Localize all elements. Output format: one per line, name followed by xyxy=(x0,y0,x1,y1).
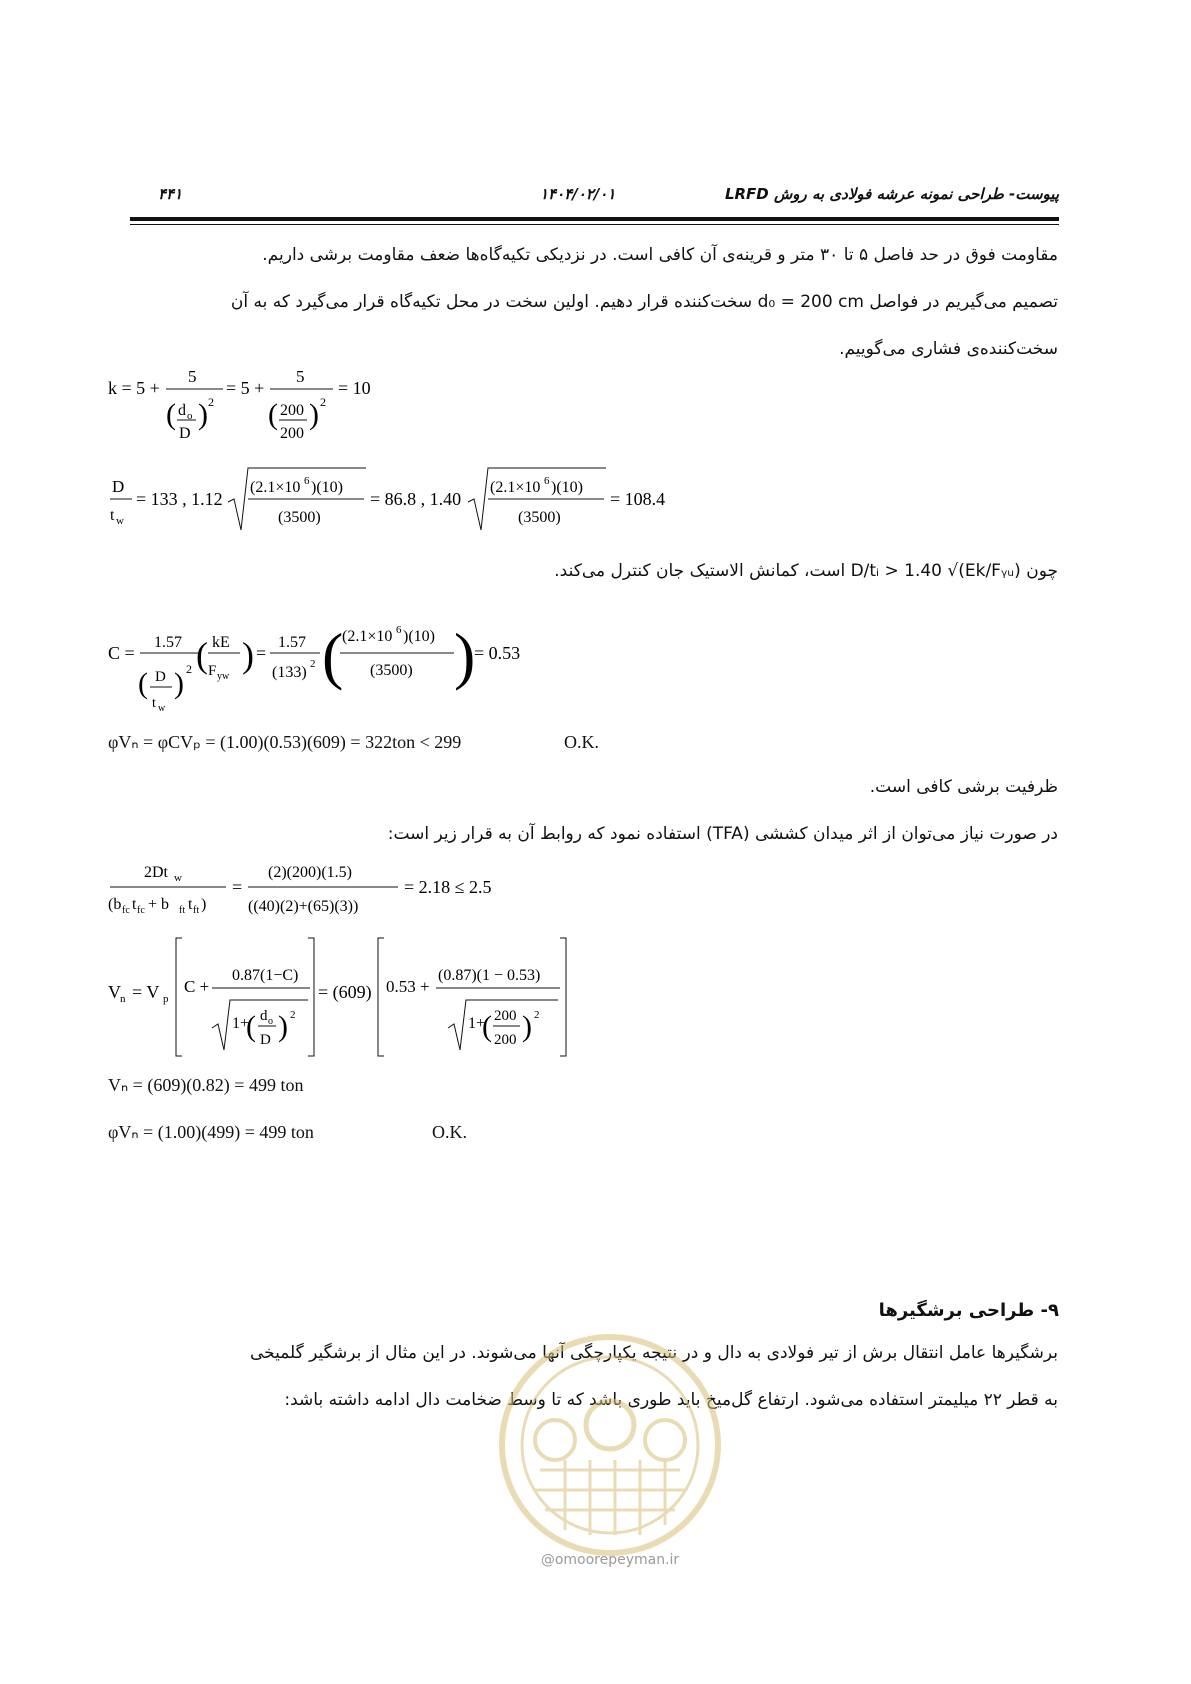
svg-text:200: 200 xyxy=(280,425,304,442)
running-title: پیوست- طراحی نمونه عرشه فولادی به روش LRFD xyxy=(724,185,1059,203)
ok-label: O.K. xyxy=(564,732,599,752)
svg-text:ft: ft xyxy=(179,905,186,916)
svg-text:C +: C + xyxy=(184,977,210,996)
svg-text:t: t xyxy=(188,896,193,913)
svg-text:n: n xyxy=(120,993,126,1005)
text-line: در صورت نیاز می‌توان از اثر میدان کششی (TFA) استفاده نمود که روابط آن به قرار زیر است: xyxy=(387,824,1058,844)
svg-text:= 10: = 10 xyxy=(338,378,371,398)
svg-text:): ) xyxy=(522,1010,532,1043)
svg-text:F: F xyxy=(208,663,217,679)
svg-text:(2.1×10: (2.1×10 xyxy=(342,628,393,645)
text-line: مقاومت فوق در حد فاصل ۵ تا ۳۰ متر و قرینه‌ی آن کافی است. در نزدیکی تکیه‌گاه‌ها ضعف مقاومت برشی داریم. xyxy=(262,245,1058,265)
svg-text:5: 5 xyxy=(296,367,305,386)
svg-text:(2.1×10: (2.1×10 xyxy=(250,479,301,496)
svg-text:yw: yw xyxy=(217,671,230,682)
page-number: ۴۴۱ xyxy=(158,185,183,203)
svg-text:): ) xyxy=(174,667,184,700)
svg-text:6: 6 xyxy=(544,475,550,487)
svg-text:(133): (133) xyxy=(272,664,307,681)
svg-text:(b: (b xyxy=(108,896,122,913)
svg-text:p: p xyxy=(163,993,169,1005)
section-heading: ۹- طراحی برشگیرها xyxy=(878,1300,1059,1321)
svg-text:D: D xyxy=(112,477,125,496)
svg-text:)(10): )(10) xyxy=(311,479,343,496)
svg-text:(: ( xyxy=(268,398,278,431)
svg-text:= 108.4: = 108.4 xyxy=(610,489,666,509)
watermark-logo xyxy=(495,1330,725,1560)
watermark-site: @omoorepeyman.ir xyxy=(540,1552,680,1568)
svg-text:200: 200 xyxy=(494,1032,517,1048)
svg-text:= 2.18 ≤ 2.5: = 2.18 ≤ 2.5 xyxy=(404,877,492,897)
svg-text:200: 200 xyxy=(494,1008,517,1024)
equation-Vn: Vₙ = (609)(0.82) = 499 ton xyxy=(108,1075,304,1095)
text-line: ظرفیت برشی کافی است. xyxy=(869,777,1058,797)
svg-text:(: ( xyxy=(196,635,208,675)
svg-text:C =: C = xyxy=(108,643,135,663)
text-line: چون D/tᵢ > 1.40 √(Ek/Fᵧᵤ) است، کمانش الاستیک جان کنترل می‌کند. xyxy=(554,561,1058,581)
svg-text:= 0.53: = 0.53 xyxy=(474,643,521,663)
svg-text:D: D xyxy=(155,669,166,685)
svg-text:t: t xyxy=(152,696,156,711)
svg-text:= V: = V xyxy=(132,982,160,1002)
svg-text:2Dt: 2Dt xyxy=(144,864,168,881)
svg-text:2: 2 xyxy=(186,662,192,676)
svg-text:5: 5 xyxy=(188,367,197,386)
svg-text:(2)(200)(1.5): (2)(200)(1.5) xyxy=(268,864,352,881)
header-date: ۱۴۰۴/۰۲/۰۱ xyxy=(540,185,616,203)
equation-ratio xyxy=(108,855,528,925)
svg-text:2: 2 xyxy=(320,395,326,409)
svg-text:(: ( xyxy=(482,1010,492,1043)
svg-text:): ) xyxy=(454,620,476,691)
svg-text:fc: fc xyxy=(137,905,145,916)
equation-phiVn-cv: φVₙ = φCVₚ = (1.00)(0.53)(609) = 322ton < 299 xyxy=(108,732,462,752)
svg-text:2: 2 xyxy=(534,1009,540,1021)
svg-text:D: D xyxy=(179,425,191,442)
svg-text:V: V xyxy=(108,982,121,1002)
svg-text:6: 6 xyxy=(304,475,310,487)
svg-text:): ) xyxy=(201,896,207,913)
svg-text:): ) xyxy=(309,398,319,431)
svg-text:)(10): )(10) xyxy=(403,628,435,645)
svg-text:(3500): (3500) xyxy=(370,662,413,679)
svg-text:0.87(1−C): 0.87(1−C) xyxy=(232,967,299,984)
svg-text:): ) xyxy=(242,635,254,675)
svg-text:2: 2 xyxy=(310,658,316,670)
svg-text:): ) xyxy=(278,1010,288,1043)
svg-text:o: o xyxy=(268,1016,273,1027)
text-line: سخت‌کننده‌ی فشاری می‌گوییم. xyxy=(839,339,1058,359)
svg-text:w: w xyxy=(174,872,182,884)
svg-text:): ) xyxy=(198,398,208,431)
svg-text:ft: ft xyxy=(193,905,200,916)
svg-text:t: t xyxy=(110,507,115,524)
svg-text:2: 2 xyxy=(290,1009,296,1021)
svg-text:1+: 1+ xyxy=(232,1015,250,1032)
svg-text:d: d xyxy=(260,1008,268,1024)
svg-text:+ b: + b xyxy=(148,896,170,913)
svg-text:(2.1×10: (2.1×10 xyxy=(490,479,541,496)
equation-k xyxy=(108,362,408,452)
svg-text:= 5 +: = 5 + xyxy=(226,378,265,398)
svg-text:(0.87)(1 − 0.53): (0.87)(1 − 0.53) xyxy=(438,967,541,984)
svg-text:(: ( xyxy=(322,620,344,691)
ok-label: O.K. xyxy=(432,1122,467,1142)
svg-text:d: d xyxy=(178,402,186,419)
svg-text:1+: 1+ xyxy=(468,1015,486,1032)
text-line: تصمیم می‌گیریم در فواصل d₀ = 200 cm سخت‌کننده قرار دهیم. اولین سخت در محل تکیه‌گاه قرار می‌گیرد که به آن xyxy=(230,292,1058,312)
svg-text:((40)(2)+(65)(3)): ((40)(2)+(65)(3)) xyxy=(248,898,359,915)
svg-text:= 86.8 , 1.40: = 86.8 , 1.40 xyxy=(370,489,462,509)
svg-text:200: 200 xyxy=(280,402,304,419)
svg-text:fc: fc xyxy=(122,905,130,916)
svg-text:1.57: 1.57 xyxy=(154,634,182,651)
svg-text:(3500): (3500) xyxy=(518,509,561,526)
header-rule-thin xyxy=(130,224,1059,225)
svg-text:6: 6 xyxy=(396,624,402,636)
svg-text:= 133 , 1.12: = 133 , 1.12 xyxy=(136,489,223,509)
svg-text:= (609): = (609) xyxy=(318,982,372,1002)
paragraph-capacity xyxy=(118,764,1058,858)
text-line: برشگیرها عامل انتقال برش از تیر فولادی به دال و در نتیجه یکپارچگی آنها می‌شوند. در این مثال از برشگیر گلمیخی xyxy=(249,1343,1058,1363)
svg-text:2: 2 xyxy=(208,395,214,409)
svg-text:(: ( xyxy=(138,667,148,700)
svg-text:)(10): )(10) xyxy=(551,479,583,496)
page-header xyxy=(130,185,1059,207)
text-line: به قطر ۲۲ میلیمتر استفاده می‌شود. ارتفاع گل‌میخ باید طوری باشد که تا وسط ضخامت دال ادامه داشته باشد: xyxy=(284,1390,1058,1410)
svg-text:kE: kE xyxy=(212,634,230,651)
svg-text:0.53 +: 0.53 + xyxy=(386,977,430,996)
paragraph-condition xyxy=(118,548,1058,595)
equation-C xyxy=(108,615,538,720)
svg-text:(: ( xyxy=(166,398,176,431)
paragraph-intro xyxy=(118,232,1058,373)
svg-text:(3500): (3500) xyxy=(278,509,321,526)
svg-text:1.57: 1.57 xyxy=(278,634,306,651)
svg-text:t: t xyxy=(132,896,137,913)
equation-Vn-tfa xyxy=(108,932,578,1062)
svg-text:D: D xyxy=(260,1032,271,1048)
svg-text:w: w xyxy=(158,703,166,714)
header-rule-thick xyxy=(130,217,1059,221)
svg-text:o: o xyxy=(187,410,193,422)
equation-phiVn: φVₙ = (1.00)(499) = 499 ton xyxy=(108,1122,314,1142)
svg-text:=: = xyxy=(256,643,267,663)
equation-slenderness xyxy=(108,462,678,542)
svg-text:=: = xyxy=(232,877,243,897)
svg-text:w: w xyxy=(116,515,124,527)
svg-text:(: ( xyxy=(246,1010,256,1043)
svg-text:k = 5 +: k = 5 + xyxy=(108,378,160,398)
